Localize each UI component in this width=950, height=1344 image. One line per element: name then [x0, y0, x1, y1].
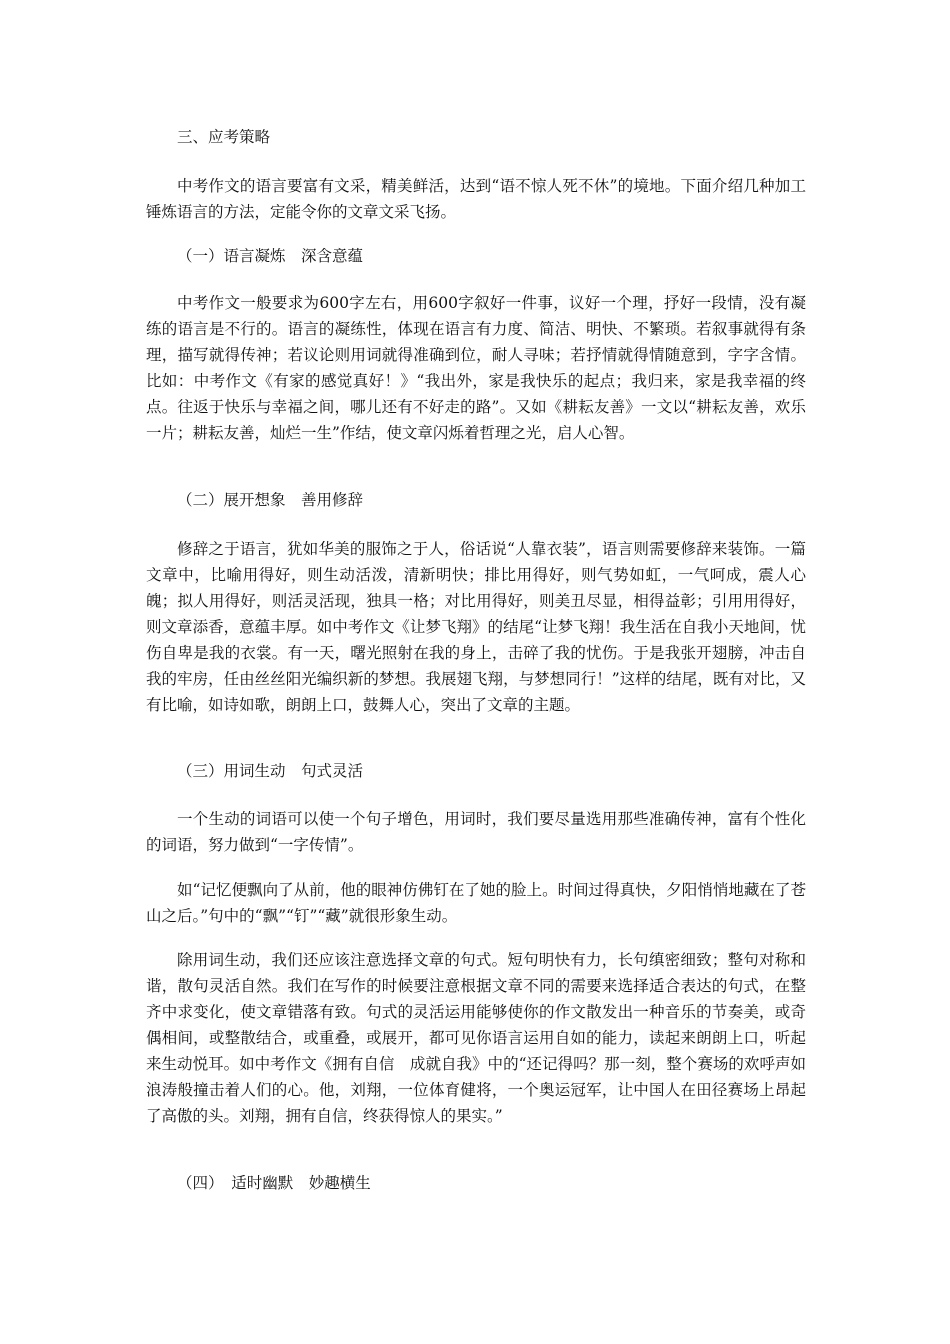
subsection-1-title: （一）语言凝炼 深含意蕴	[177, 247, 364, 265]
subsection-1-paragraph: 中考作文一般要求为600字左右，用600字叙好一件事，议好一个理，抒好一段情，没有凝练的语言是不行的。语言的凝练性，体现在语言有力度、简洁、明快、不繁琐。若叙事就得有条理，描写就得传神；若议论则用词就得准确到位，耐人寻味；若抒情就得情随意到，字字含情。比如：中考作文《有家的感觉真好！》“我出外，家是我快乐的起点；我归来，家是我幸福的终点。往返于快乐与幸福之间，哪儿还有不好走的路”。又如《耕耘友善》一文以“耕耘友善，欢乐一片；耕耘友善，灿烂一生”作结，使文章闪烁着哲理之光，启人心智。	[146, 294, 806, 442]
subsection-3-paragraph-1: 一个生动的词语可以使一个句子增色，用词时，我们要尽量选用那些准确传神，富有个性化的词语，努力做到“一字传情”。	[146, 810, 806, 854]
subsection-3-title: （三）用词生动 句式灵活	[177, 762, 364, 780]
section-title: 三、应考策略	[177, 128, 271, 146]
subsection-4-title: （四） 适时幽默 妙趣横生	[177, 1174, 371, 1192]
subsection-2-title: （二）展开想象 善用修辞	[177, 491, 364, 509]
subsection-3-paragraph-3: 除用词生动，我们还应该注意选择文章的句式。短句明快有力，长句缜密细致；整句对称和谐，散句灵活自然。我们在写作的时候要注意根据文章不同的需要来选择适合表达的句式，在整齐中求变化，使文章错落有致。句式的灵活运用能够使你的作文散发出一种音乐的节奏美，或奇偶相间，或整散结合，或重叠，或展开，都可见你语言运用自如的能力，读起来朗朗上口，听起来生动悦耳。如中考作文《拥有自信 成就自我》中的“还记得吗？那一刻，整个赛场的欢呼声如浪涛般撞击着人们的心。他，刘翔，一位体育健将，一个奥运冠军，让中国人在田径赛场上昂起了高傲的头。刘翔，拥有自信，终获得惊人的果实。”	[146, 951, 806, 1125]
intro-paragraph: 中考作文的语言要富有文采，精美鲜活，达到“语不惊人死不休”的境地。下面介绍几种加工锤炼语言的方法，定能令你的文章文采飞扬。	[146, 177, 806, 221]
subsection-3-paragraph-2: 如“记忆便飘向了从前，他的眼神仿佛钉在了她的脸上。时间过得真快，夕阳悄悄地藏在了苍山之后。”句中的“飘”“钉”“藏”就很形象生动。	[146, 881, 806, 925]
subsection-2-paragraph: 修辞之于语言，犹如华美的服饰之于人，俗话说“人靠衣装”，语言则需要修辞来装饰。一篇文章中，比喻用得好，则生动活泼，清新明快；排比用得好，则气势如虹，一气呵成，震人心魄；拟人用得好，则活灵活现，独具一格；对比用得好，则美丑尽显，相得益彰；引用用得好，则文章添香，意蕴丰厚。如中考作文《让梦飞翔》的结尾“让梦飞翔！我生活在自我小天地间，忧伤自卑是我的衣裳。有一天，曙光照射在我的身上，击碎了我的忧伤。于是我张开翅膀，冲击自我的牢房，任由丝丝阳光编织新的梦想。我展翅飞翔，与梦想同行！”这样的结尾，既有对比，又有比喻，如诗如歌，朗朗上口，鼓舞人心，突出了文章的主题。	[146, 540, 806, 714]
